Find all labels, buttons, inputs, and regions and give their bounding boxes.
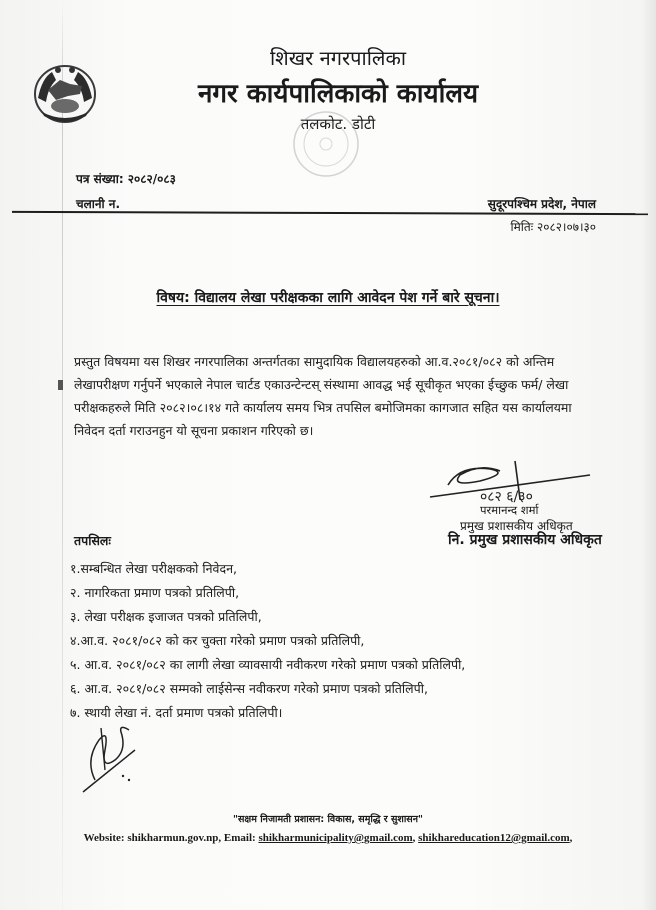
footer-contact bbox=[0, 832, 656, 844]
signer-name: परमानन्द शर्मा bbox=[480, 503, 539, 517]
email-label: , Email: bbox=[218, 832, 259, 844]
office-location: तलकोट. डोटी bbox=[300, 115, 376, 133]
attachment-item: ३. लेखा परीक्षक इजाजत पत्रको प्रतिलिपी, bbox=[70, 609, 262, 624]
website-text: shikharmun.gov.np bbox=[127, 832, 219, 844]
notice-body bbox=[74, 350, 574, 442]
attachment-item: १.सम्बन्धित लेखा परीक्षकको निवेदन, bbox=[70, 561, 238, 576]
signer-stamp-title: नि. प्रमुख प्रशासकीय अधिकृत bbox=[448, 532, 602, 548]
separator: , bbox=[412, 832, 419, 844]
body-line: निवेदन दर्ता गराउनहुन यो सूचना प्रकाशन गरिएको छ। bbox=[74, 423, 314, 438]
attachments-heading: तपसिलः bbox=[74, 533, 111, 548]
attachments-list bbox=[70, 557, 465, 725]
municipality-name: शिखर नगरपालिका bbox=[269, 46, 407, 70]
notice-subject: विषय: विद्यालय लेखा परीक्षकका लागि आवेदन पेश गर्ने बारे सूचना। bbox=[156, 290, 500, 306]
letter-number: पत्र संख्या: २०८२/०८३ bbox=[76, 172, 176, 186]
email-link-education[interactable]: shikhareducation12@gmail.com bbox=[418, 832, 570, 844]
footer-motto: "सक्षम निजामती प्रशासन: विकास, समृद्धि र सुशासन" bbox=[233, 814, 423, 825]
paper-edge-shadow bbox=[642, 0, 656, 910]
signer-title: प्रमुख प्रशासकीय अधिकृत bbox=[460, 519, 573, 533]
attachment-item: ५. आ.व. २०८१/०८२ का लागी लेखा व्यावसायी नवीकरण गरेको प्रमाण पत्रको प्रतिलिपी, bbox=[70, 657, 466, 672]
email-link-municipality[interactable]: shikharmunicipality@gmail.com bbox=[258, 832, 413, 844]
attachment-item: ७. स्थायी लेखा नं. दर्ता प्रमाण पत्रको प्रतिलिपी। bbox=[70, 705, 283, 720]
office-name: नगर कार्यपालिकाको कार्यालय bbox=[197, 79, 479, 109]
attachment-item: ४.आ.व. २०८१/०८२ को कर चुक्ता गरेको प्रमाण पत्रको प्रतिलिपी, bbox=[70, 633, 365, 648]
trailing-comma: , bbox=[569, 832, 573, 844]
notice-date: मितिः २०८२।०७।३० bbox=[510, 220, 596, 234]
attachment-item: २. नागरिकता प्रमाण पत्रको प्रतिलिपी, bbox=[70, 585, 240, 600]
body-line: परीक्षकहरुले मिति २०८२।०८।१४ गते कार्यालय समय भित्र तपसिल बमोजिमका कागजात सहित यस कार्यालयमा bbox=[74, 400, 572, 415]
body-line: प्रस्तुत विषयमा यस शिखर नगरपालिका अन्तर्गतका सामुदायिक विद्यालयहरुको आ.व.२०८१/०८२ को अन्तिम bbox=[74, 354, 555, 369]
fold-line bbox=[62, 0, 63, 910]
attachment-item: ६. आ.व. २०८१/०८२ सम्मको लाईसेन्स नवीकरण गरेको प्रमाण पत्रको प्रतिलिपी, bbox=[70, 681, 428, 696]
staple-mark bbox=[58, 380, 63, 390]
handwritten-date: ०८२ ६/३० bbox=[480, 489, 533, 505]
initial-signature-icon bbox=[75, 720, 145, 800]
body-line: लेखापरीक्षण गर्नुपर्ने भएकाले नेपाल चार्टड एकाउन्टेन्टस् संस्थामा आवद्ध भई सूचीकृत भएका ईच्छुक फर्म/ लेखा bbox=[74, 377, 569, 392]
dispatch-number: चलानी न. bbox=[76, 197, 121, 211]
website-label: Website: bbox=[83, 832, 128, 844]
province-label: सुदूरपश्चिम प्रदेश, नेपाल bbox=[487, 197, 596, 211]
office-seal-icon bbox=[290, 108, 362, 180]
